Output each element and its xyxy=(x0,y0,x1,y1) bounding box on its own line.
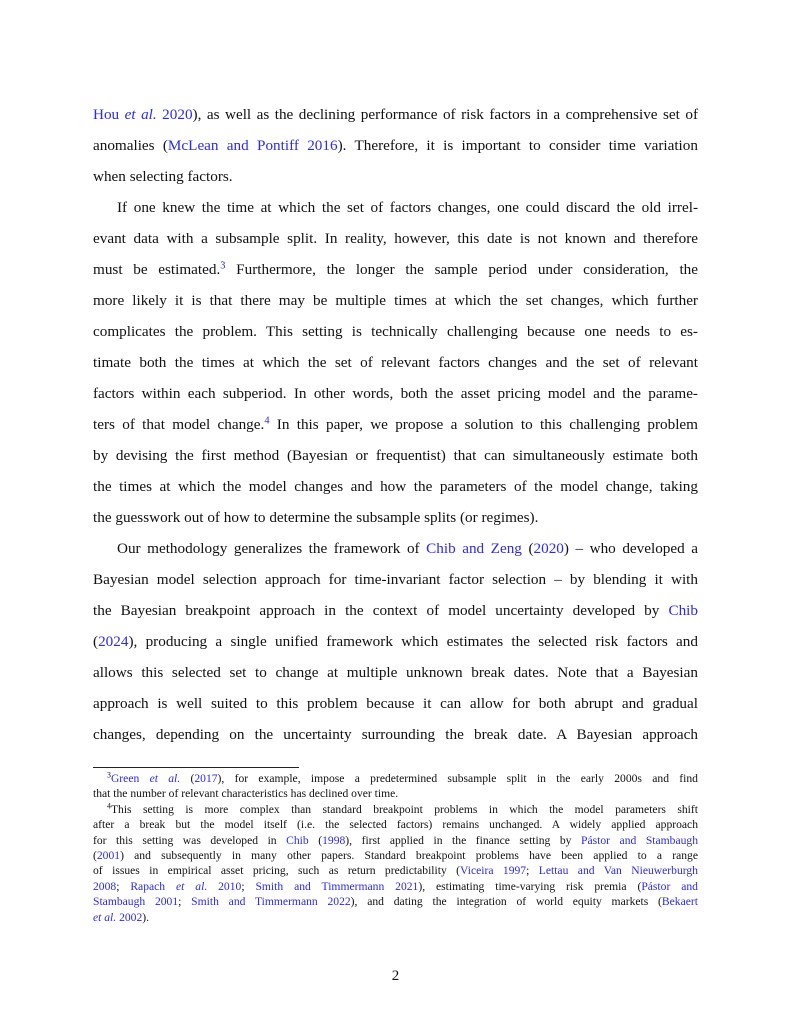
footnote-line xyxy=(93,848,698,863)
citation-link[interactable]: Pástor and xyxy=(641,879,698,893)
text-run: ), and dating the integration of world equity markets ( xyxy=(350,895,662,909)
text-run: ). xyxy=(142,910,150,924)
page-number: 2 xyxy=(391,968,400,984)
footnote-paragraph xyxy=(93,771,698,802)
citation-link[interactable]: 2024 xyxy=(98,633,129,650)
text-run: ), estimating time-varying risk premia ( xyxy=(418,879,642,893)
text-run: ( xyxy=(93,848,97,862)
body-line xyxy=(93,192,698,223)
text-run: Our methodology generalizes the framework of xyxy=(117,540,427,557)
text-run: when selecting factors. xyxy=(93,168,233,185)
body-line xyxy=(93,719,698,750)
text-run: ), producing a single unified framework which estimates the selected risk factors and xyxy=(128,633,698,650)
citation-link[interactable]: 2002 xyxy=(116,910,143,924)
text-run: This setting is more complex than standard breakpoint problems in which the model parameters shift xyxy=(110,802,698,816)
body-line xyxy=(93,409,698,440)
body-line xyxy=(93,285,698,316)
text-run: ; xyxy=(526,864,539,878)
text-run: anomalies ( xyxy=(93,137,168,154)
citation-link[interactable]: Lettau and Van Nieuwerburgh xyxy=(538,864,698,878)
text-run: for this setting was developed in xyxy=(93,833,287,847)
text-run: of issues in empirical asset pricing, such as return predictability ( xyxy=(93,864,461,878)
text-run: changes, depending on the uncertainty surrounding the break date. A Bayesian approach xyxy=(93,726,698,743)
text-run: ; xyxy=(178,895,192,909)
text-run: ( xyxy=(180,772,195,785)
citation-link[interactable]: 2020 xyxy=(533,540,564,557)
citation-link[interactable]: Chib and Zeng xyxy=(426,540,522,557)
body-line xyxy=(93,440,698,471)
footnote-marker: 3 xyxy=(107,770,111,780)
citation-link[interactable]: Pástor and Stambaugh xyxy=(581,833,698,847)
body-line xyxy=(93,502,698,533)
citation-link[interactable]: 2010 xyxy=(207,879,242,893)
footnote-line xyxy=(93,786,698,801)
citation-link[interactable]: et al. xyxy=(124,106,157,123)
text-run: ; xyxy=(116,879,131,893)
text-run: more likely it is that there may be multiple times at which the set changes, which further xyxy=(93,292,698,309)
citation-link[interactable]: Bekaert xyxy=(661,895,698,909)
text-run: ; xyxy=(241,879,256,893)
body-line xyxy=(93,99,698,130)
text-run: ), for example, impose a predetermined subsample split in the early 2000s and find xyxy=(217,772,698,785)
body-line xyxy=(93,254,698,285)
citation-link[interactable]: et al. xyxy=(93,910,117,924)
body-line xyxy=(93,130,698,161)
body-line xyxy=(93,688,698,719)
citation-link[interactable]: Chib xyxy=(668,602,698,619)
text-run: In this paper, we propose a solution to this challenging problem xyxy=(269,416,698,433)
text-run: Furthermore, the longer the sample period under consideration, the xyxy=(225,261,698,278)
text-run: If one knew the time at which the set of factors changes, one could discard the old irrel- xyxy=(117,199,698,216)
citation-link[interactable]: Chib xyxy=(286,833,309,847)
footnote-line xyxy=(93,817,698,832)
text-run: Bayesian model selection approach for time-invariant factor selection – by blending it with xyxy=(93,571,698,588)
citation-link[interactable]: 2001 xyxy=(96,848,121,862)
footnote-line xyxy=(93,894,698,909)
text-run: approach is well suited to this problem because it can allow for both abrupt and gradual xyxy=(93,695,698,712)
body-line xyxy=(93,223,698,254)
body-line xyxy=(93,378,698,409)
citation-link[interactable]: Viceira 1997 xyxy=(460,864,527,878)
body-line xyxy=(93,564,698,595)
footnote-line xyxy=(93,910,698,925)
citation-link[interactable]: Smith and Timmermann 2021 xyxy=(255,879,419,893)
body-paragraph xyxy=(93,533,698,750)
body-line xyxy=(93,595,698,626)
text-run: allows this selected set to change at multiple unknown break dates. Note that a Bayesian xyxy=(93,664,698,681)
footnote-ref-link[interactable]: 3 xyxy=(220,260,226,272)
citation-link[interactable]: 2017 xyxy=(194,772,218,785)
footnote-line xyxy=(93,863,698,878)
citation-link[interactable]: et al. xyxy=(149,772,181,785)
text-run: factors within each subperiod. In other words, both the asset pricing model and the parame- xyxy=(93,385,698,402)
text-run: ), first applied in the finance setting by xyxy=(345,833,582,847)
text-run: by devising the first method (Bayesian or frequentist) that can simultaneously estimate both xyxy=(93,447,698,464)
footnote-line xyxy=(93,771,698,786)
body-line xyxy=(93,626,698,657)
citation-link[interactable]: Green xyxy=(110,772,150,785)
text-run: the Bayesian breakpoint approach in the context of model uncertainty developed by xyxy=(93,602,669,619)
footnote-line xyxy=(93,879,698,894)
citation-link[interactable]: Rapach xyxy=(130,879,177,893)
text-run: the guesswork out of how to determine the subsample splits (or regimes). xyxy=(93,509,539,526)
body-line xyxy=(93,657,698,688)
citation-link[interactable]: et al. xyxy=(176,879,208,893)
body-line xyxy=(93,471,698,502)
text-run: ( xyxy=(521,540,534,557)
citation-link[interactable]: Smith and Timmermann 2022 xyxy=(191,895,351,909)
body-paragraph xyxy=(93,192,698,533)
footnote-line xyxy=(93,802,698,817)
body-line xyxy=(93,161,698,192)
text-run: evant data with a subsample split. In reality, however, this date is not known and therefore xyxy=(93,230,698,247)
citation-link[interactable]: Stambaugh 2001 xyxy=(93,895,179,909)
footnote-rule xyxy=(93,767,299,768)
text-run: ters of that model change. xyxy=(93,416,265,433)
text-run: ), as well as the declining performance of risk factors in a comprehensive set of xyxy=(192,106,699,123)
footnote-marker: 4 xyxy=(107,801,111,811)
citation-link[interactable]: 1998 xyxy=(322,833,346,847)
body-line xyxy=(93,533,698,564)
citation-link[interactable]: 2020 xyxy=(156,106,193,123)
footnotes xyxy=(93,771,698,925)
text-run: ) and subsequently in many other papers. Standard breakpoint problems have been applied to a range xyxy=(120,848,698,862)
text-run: must be estimated. xyxy=(93,261,221,278)
citation-link[interactable]: Hou xyxy=(93,106,125,123)
body-line xyxy=(93,316,698,347)
body-paragraph xyxy=(93,99,698,192)
citation-link[interactable]: McLean and Pontiff 2016 xyxy=(167,137,338,154)
text-run: ) – who developed a xyxy=(563,540,699,557)
footnote-paragraph xyxy=(93,802,698,925)
text-run: the times at which the model changes and how the parameters of the model change, taking xyxy=(93,478,698,495)
text-run: that the number of relevant characteristics has declined over time. xyxy=(93,787,399,801)
text-run: timate both the times at which the set of relevant factors changes and the set of relevant xyxy=(93,354,698,371)
footnote-line xyxy=(93,833,698,848)
footnote-ref-link[interactable]: 4 xyxy=(264,415,270,427)
citation-link[interactable]: 2008 xyxy=(93,879,117,893)
text-run: ( xyxy=(93,633,99,650)
text-run: ( xyxy=(308,833,323,847)
body-line xyxy=(93,347,698,378)
text-run: complicates the problem. This setting is technically challenging because one needs to es- xyxy=(93,323,698,340)
text-run: after a break but the model itself (i.e. the selected factors) remains unchanged. A widely applied approach xyxy=(93,818,698,832)
body-text xyxy=(93,99,698,750)
text-run: ). Therefore, it is important to consider time variation xyxy=(337,137,698,154)
